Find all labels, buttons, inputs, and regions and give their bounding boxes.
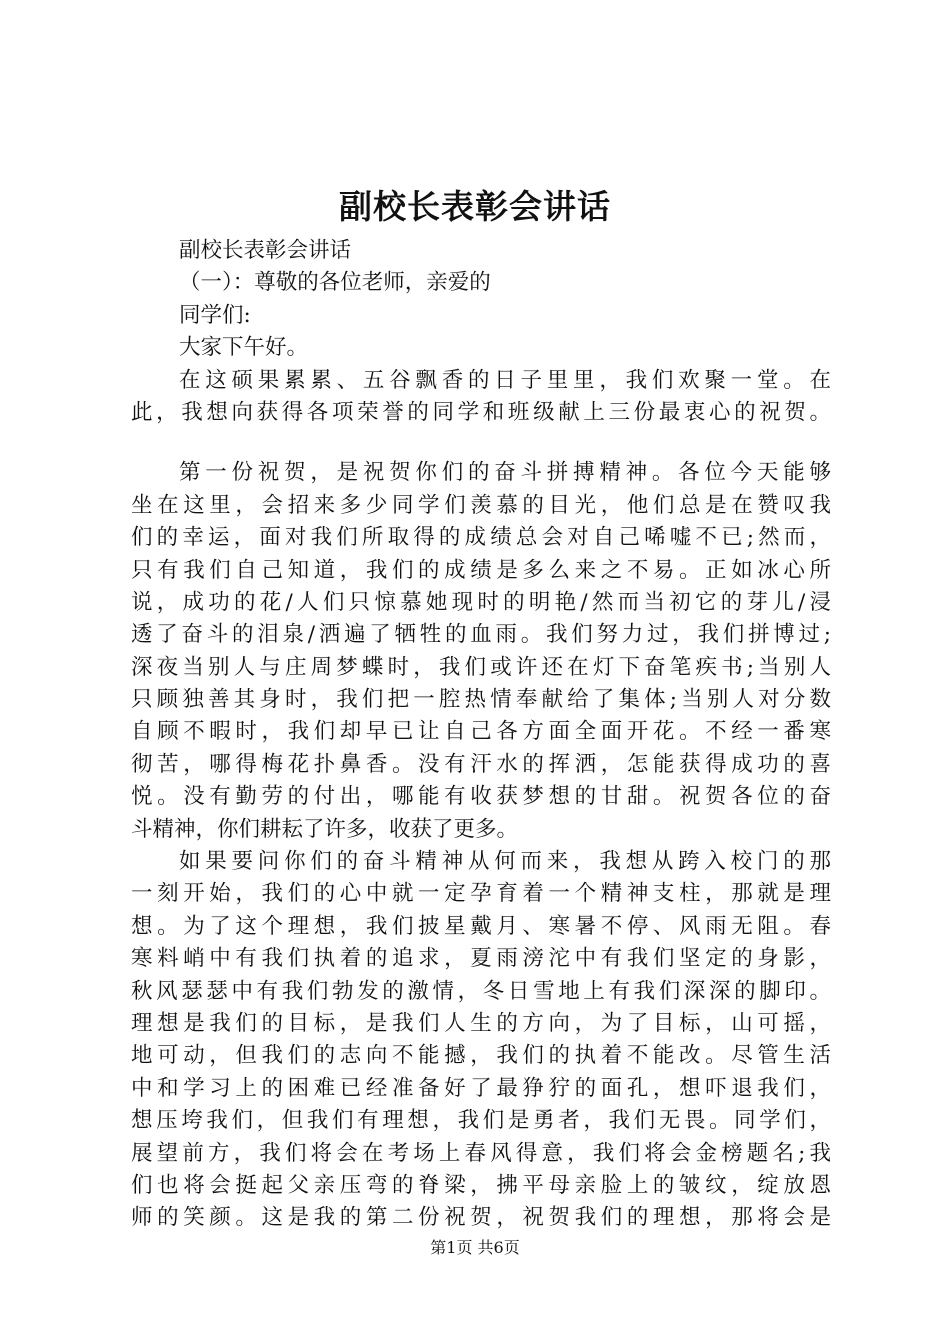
text-line: 们也将会挺起父亲压弯的脊梁，拂平母亲脸上的皱纹，绽放恩	[131, 1172, 831, 1198]
text-line: 只有我们自己知道，我们的成绩是多么来之不易。正如冰心所	[131, 557, 831, 583]
text-line: 地可动，但我们的志向不能撼，我们的执着不能改。尽管生活	[131, 1043, 831, 1069]
text-line: 此，我想向获得各项荣誉的同学和班级献上三份最衷心的祝贺。	[131, 399, 831, 425]
text-line: 如果要问你们的奋斗精神从何而来，我想从跨入校门的那	[179, 849, 831, 875]
text-line: 大家下午好。	[179, 335, 309, 361]
text-line: 坐在这里，会招来多少同学们羡慕的目光，他们总是在赞叹我	[131, 492, 831, 518]
text-line: 在这硕果累累、五谷飘香的日子里里，我们欢聚一堂。在	[179, 367, 831, 393]
text-line: 斗精神，你们耕耘了许多，收获了更多。	[131, 816, 519, 842]
text-line: 想压垮我们，但我们有理想，我们是勇者，我们无畏。同学们，	[131, 1108, 831, 1134]
text-line: 自顾不暇时，我们却早已让自己各方面全面开花。不经一番寒	[131, 719, 831, 745]
text-line: 同学们:	[179, 302, 251, 328]
text-line: 们的幸运，面对我们所取得的成绩总会对自己唏嘘不已;然而，	[131, 525, 831, 551]
text-line: 只顾独善其身时，我们把一腔热情奉献给了集体;当别人对分数	[131, 687, 831, 713]
text-line: 副校长表彰会讲话	[179, 238, 352, 263]
text-line: 寒料峭中有我们执着的追求，夏雨滂沱中有我们坚定的身影，	[131, 946, 831, 972]
text-line: （一）：尊敬的各位老师，亲爱的	[179, 270, 491, 296]
text-line: 悦。没有勤劳的付出，哪能有收获梦想的甘甜。祝贺各位的奋	[131, 784, 831, 810]
text-line: 中和学习上的困难已经准备好了最狰狞的面孔，想吓退我们，	[131, 1075, 831, 1101]
text-line: 第一份祝贺，是祝贺你们的奋斗拼搏精神。各位今天能够	[179, 460, 831, 486]
text-line: 说，成功的花/人们只惊慕她现时的明艳/然而当初它的芽儿/浸	[131, 589, 831, 615]
text-line: 秋风瑟瑟中有我们勃发的激情，冬日雪地上有我们深深的脚印。	[131, 978, 831, 1004]
text-line: 理想是我们的目标，是我们人生的方向，为了目标，山可摇，	[131, 1010, 831, 1036]
paragraph-gap	[131, 429, 831, 457]
page-footer: 第1页 共6页	[430, 1238, 520, 1257]
text-line: 想。为了这个理想，我们披星戴月、寒暑不停、风雨无阻。春	[131, 913, 831, 939]
text-line: 师的笑颜。这是我的第二份祝贺，祝贺我们的理想，那将会是	[131, 1205, 831, 1231]
text-line: 展望前方，我们将会在考场上春风得意，我们将会金榜题名;我	[131, 1140, 831, 1166]
text-line: 一刻开始，我们的心中就一定孕育着一个精神支柱，那就是理	[131, 881, 831, 907]
document-title: 副校长表彰会讲话	[339, 187, 611, 226]
text-line: 透了奋斗的泪泉/洒遍了牺牲的血雨。我们努力过，我们拼博过;	[131, 622, 831, 648]
document-body	[131, 235, 831, 1235]
text-line: 深夜当别人与庄周梦蝶时，我们或许还在灯下奋笔疾书;当别人	[131, 654, 831, 680]
text-line: 彻苦，哪得梅花扑鼻香。没有汗水的挥洒，怎能获得成功的喜	[131, 751, 831, 777]
